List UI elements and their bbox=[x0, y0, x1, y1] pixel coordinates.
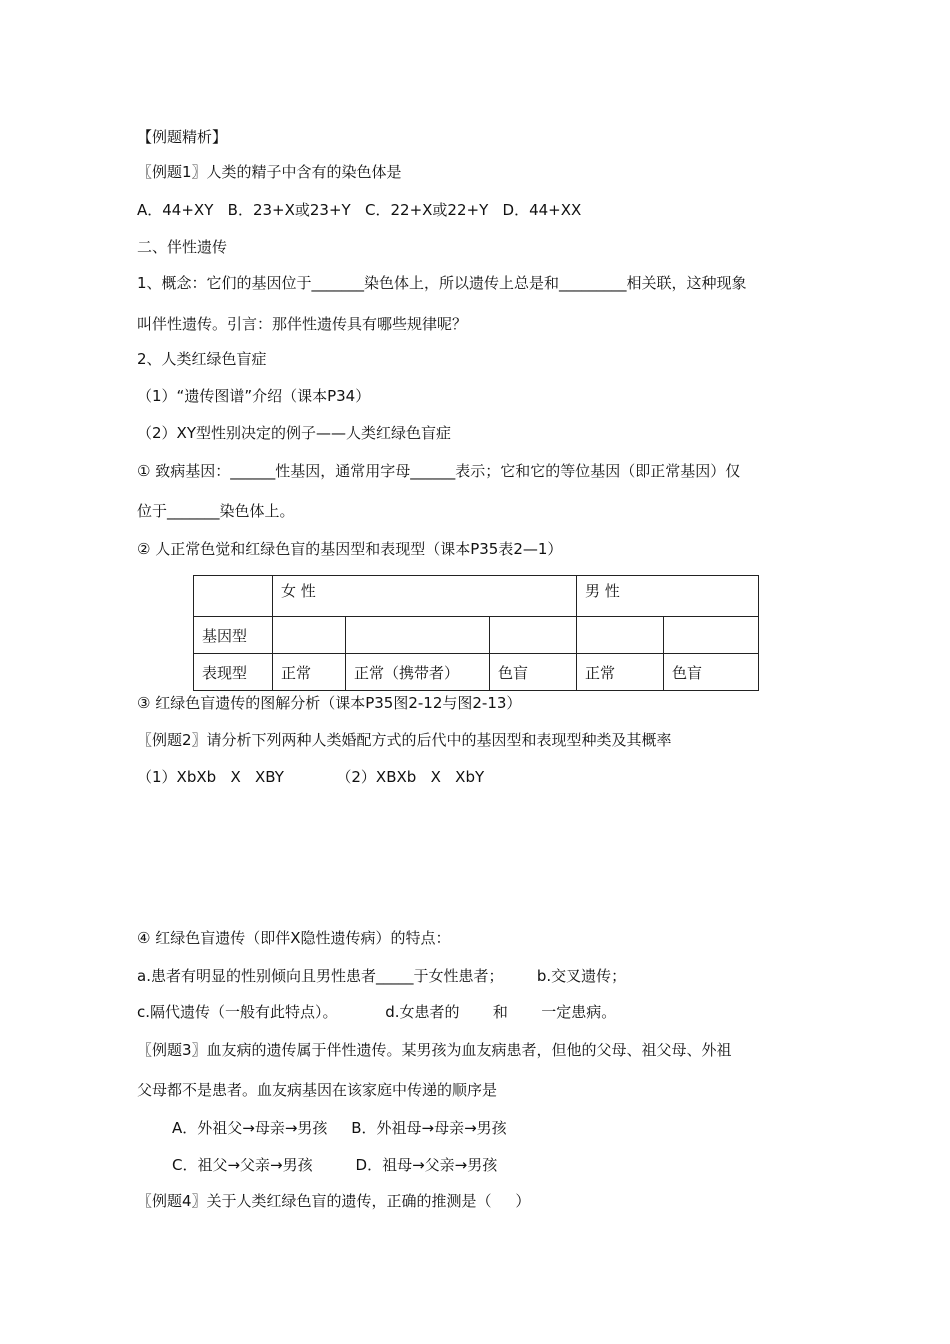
phenotype-cell: 色盲 bbox=[664, 654, 759, 691]
part-2-title: 二、伴性遗传 bbox=[137, 238, 228, 256]
features-cd: c.隔代遗传（一般有此特点）。 d.女患者的 和 一定患病。 bbox=[137, 1003, 617, 1021]
sub-item-1: （1）“遗传图谱”介绍（课本P34） bbox=[137, 387, 371, 405]
example-2-crosses: （1）XbXb X XBY （2）XBXb X XbY bbox=[137, 768, 485, 786]
phenotype-cell: 正常 bbox=[273, 654, 346, 691]
example-3-line-1: 〖例题3〗血友病的遗传属于伴性遗传。某男孩为血友病患者，但他的父母、祖父母、外祖 bbox=[137, 1041, 732, 1059]
sub-item-2: （2）XY型性别决定的例子——人类红绿色盲症 bbox=[137, 424, 451, 442]
genotype-phenotype-table bbox=[193, 575, 759, 691]
colorblind-title: 2、人类红绿色盲症 bbox=[137, 350, 267, 368]
example-1-stem: 〖例题1〗人类的精子中含有的染色体是 bbox=[137, 163, 402, 181]
section-title: 【例题精析】 bbox=[137, 128, 228, 146]
features-ab: a.患者有明显的性别倾向且男性患者_____于女性患者； b.交叉遗传； bbox=[137, 967, 627, 985]
concept-line-1: 1、概念：它们的基因位于_______染色体上，所以遗传上总是和_________相关联，这种现象 bbox=[137, 274, 747, 292]
phenotype-cell: 正常 bbox=[577, 654, 664, 691]
row-label-phenotype: 表现型 bbox=[194, 654, 273, 691]
example-1-options: A．44+XY B．23+X或23+Y C．22+X或22+Y D．44+XX bbox=[137, 201, 582, 219]
phenotype-cell: 正常（携带者） bbox=[346, 654, 490, 691]
example-4-stem: 〖例题4〗关于人类红绿色盲的遗传，正确的推测是（ ） bbox=[137, 1192, 531, 1210]
gene-line-2: 位于_______染色体上。 bbox=[137, 502, 295, 520]
diagram-note: ③ 红绿色盲遗传的图解分析（课本P35图2-12与图2-13） bbox=[137, 694, 522, 712]
example-3-options-cd: C．祖父→父亲→男孩 D．祖母→父亲→男孩 bbox=[172, 1156, 498, 1174]
example-2-stem: 〖例题2〗请分析下列两种人类婚配方式的后代中的基因型和表现型种类及其概率 bbox=[137, 731, 672, 749]
header-female: 女 性 bbox=[273, 576, 577, 617]
example-3-line-2: 父母都不是患者。血友病基因在该家庭中传递的顺序是 bbox=[137, 1081, 498, 1099]
row-label-genotype: 基因型 bbox=[194, 617, 273, 654]
concept-line-2: 叫伴性遗传。引言：那伴性遗传具有哪些规律呢？ bbox=[137, 315, 468, 333]
phenotype-cell: 色盲 bbox=[490, 654, 577, 691]
features-title: ④ 红绿色盲遗传（即伴X隐性遗传病）的特点： bbox=[137, 929, 451, 947]
example-3-options-ab: A．外祖父→母亲→男孩 B．外祖母→母亲→男孩 bbox=[172, 1119, 507, 1137]
table-caption: ② 人正常色觉和红绿色盲的基因型和表现型（课本P35表2—1） bbox=[137, 540, 563, 558]
gene-line-1: ① 致病基因：______性基因，通常用字母______表示；它和它的等位基因（即正常基因）仅 bbox=[137, 462, 741, 480]
header-male: 男 性 bbox=[577, 576, 759, 617]
